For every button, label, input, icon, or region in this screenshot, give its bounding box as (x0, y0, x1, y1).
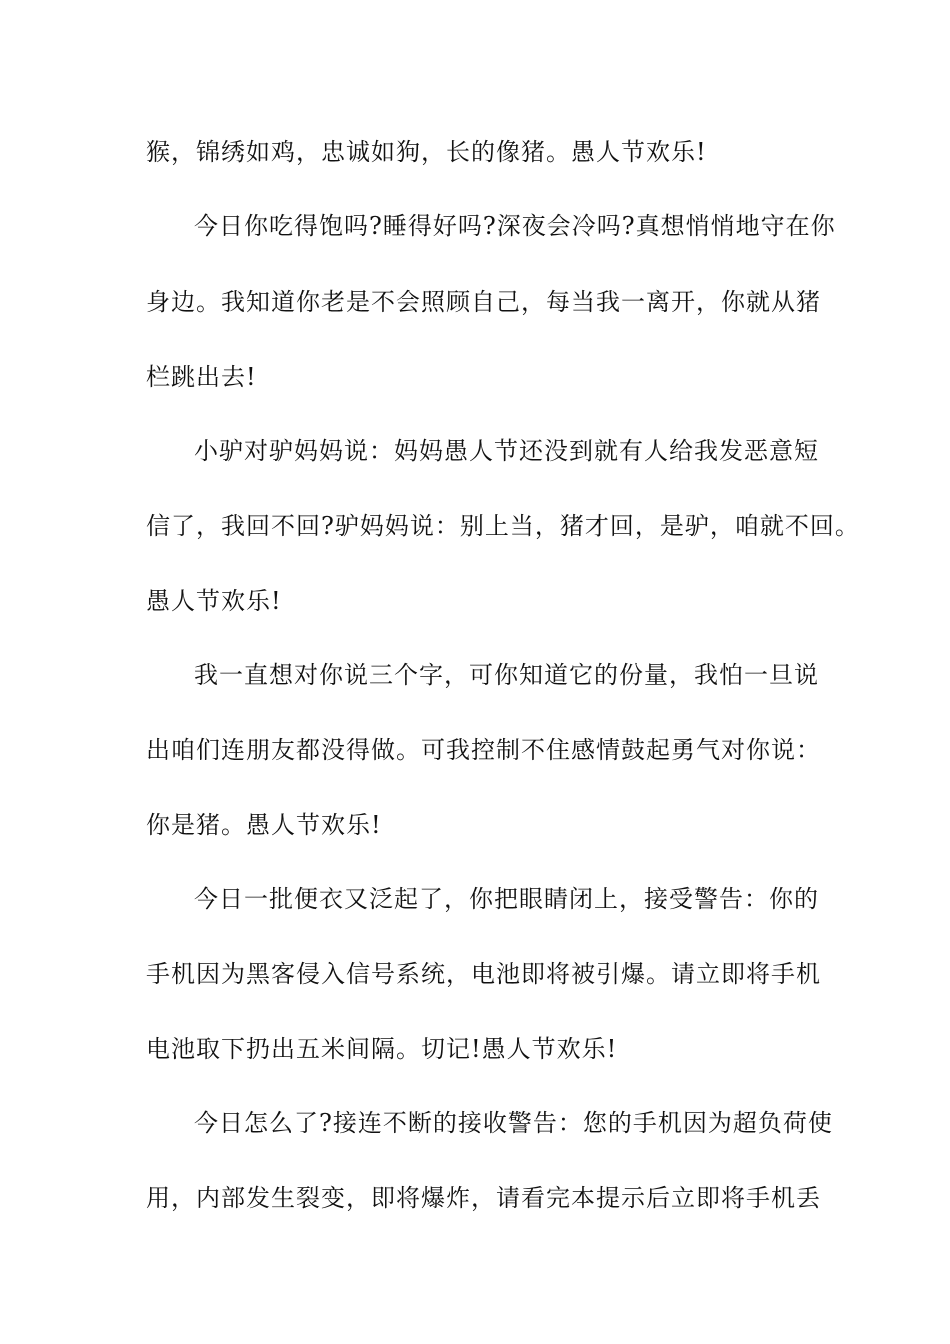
paragraph-start-line: 我一直想对你说三个字，可你知道它的份量，我怕一旦说 (194, 661, 819, 689)
paragraph-start-line: 今日你吃得饱吗?睡得好吗?深夜会冷吗?真想悄悄地守在你 (194, 212, 836, 240)
text-line: 电池取下扔出五米间隔。切记!愚人节欢乐! (146, 1035, 618, 1063)
text-line: 出咱们连朋友都没得做。可我控制不住感情鼓起勇气对你说： (146, 736, 821, 764)
text-line: 你是猪。愚人节欢乐! (146, 811, 382, 839)
text-line: 身边。我知道你老是不会照顾自己，每当我一离开，你就从猪 (146, 288, 821, 316)
paragraph-start-line: 今日一批便衣又泛起了，你把眼睛闭上，接受警告：你的 (194, 885, 819, 913)
text-line: 愚人节欢乐! (146, 587, 282, 615)
text-line: 用，内部发生裂变，即将爆炸，请看完本提示后立即将手机丢 (146, 1184, 821, 1212)
paragraph-start-line: 小驴对驴妈妈说：妈妈愚人节还没到就有人给我发恶意短 (194, 437, 819, 465)
text-line: 栏跳出去! (146, 363, 257, 391)
paragraph-start-line: 今日怎么了?接连不断的接收警告：您的手机因为超负荷使 (194, 1109, 833, 1137)
text-line: 信了，我回不回?驴妈妈说：别上当，猪才回，是驴，咱就不回。 (146, 512, 860, 540)
text-line: 手机因为黑客侵入信号系统，电池即将被引爆。请立即将手机 (146, 960, 821, 988)
text-line: 猴，锦绣如鸡，忠诚如狗，长的像猪。愚人节欢乐! (146, 138, 707, 166)
